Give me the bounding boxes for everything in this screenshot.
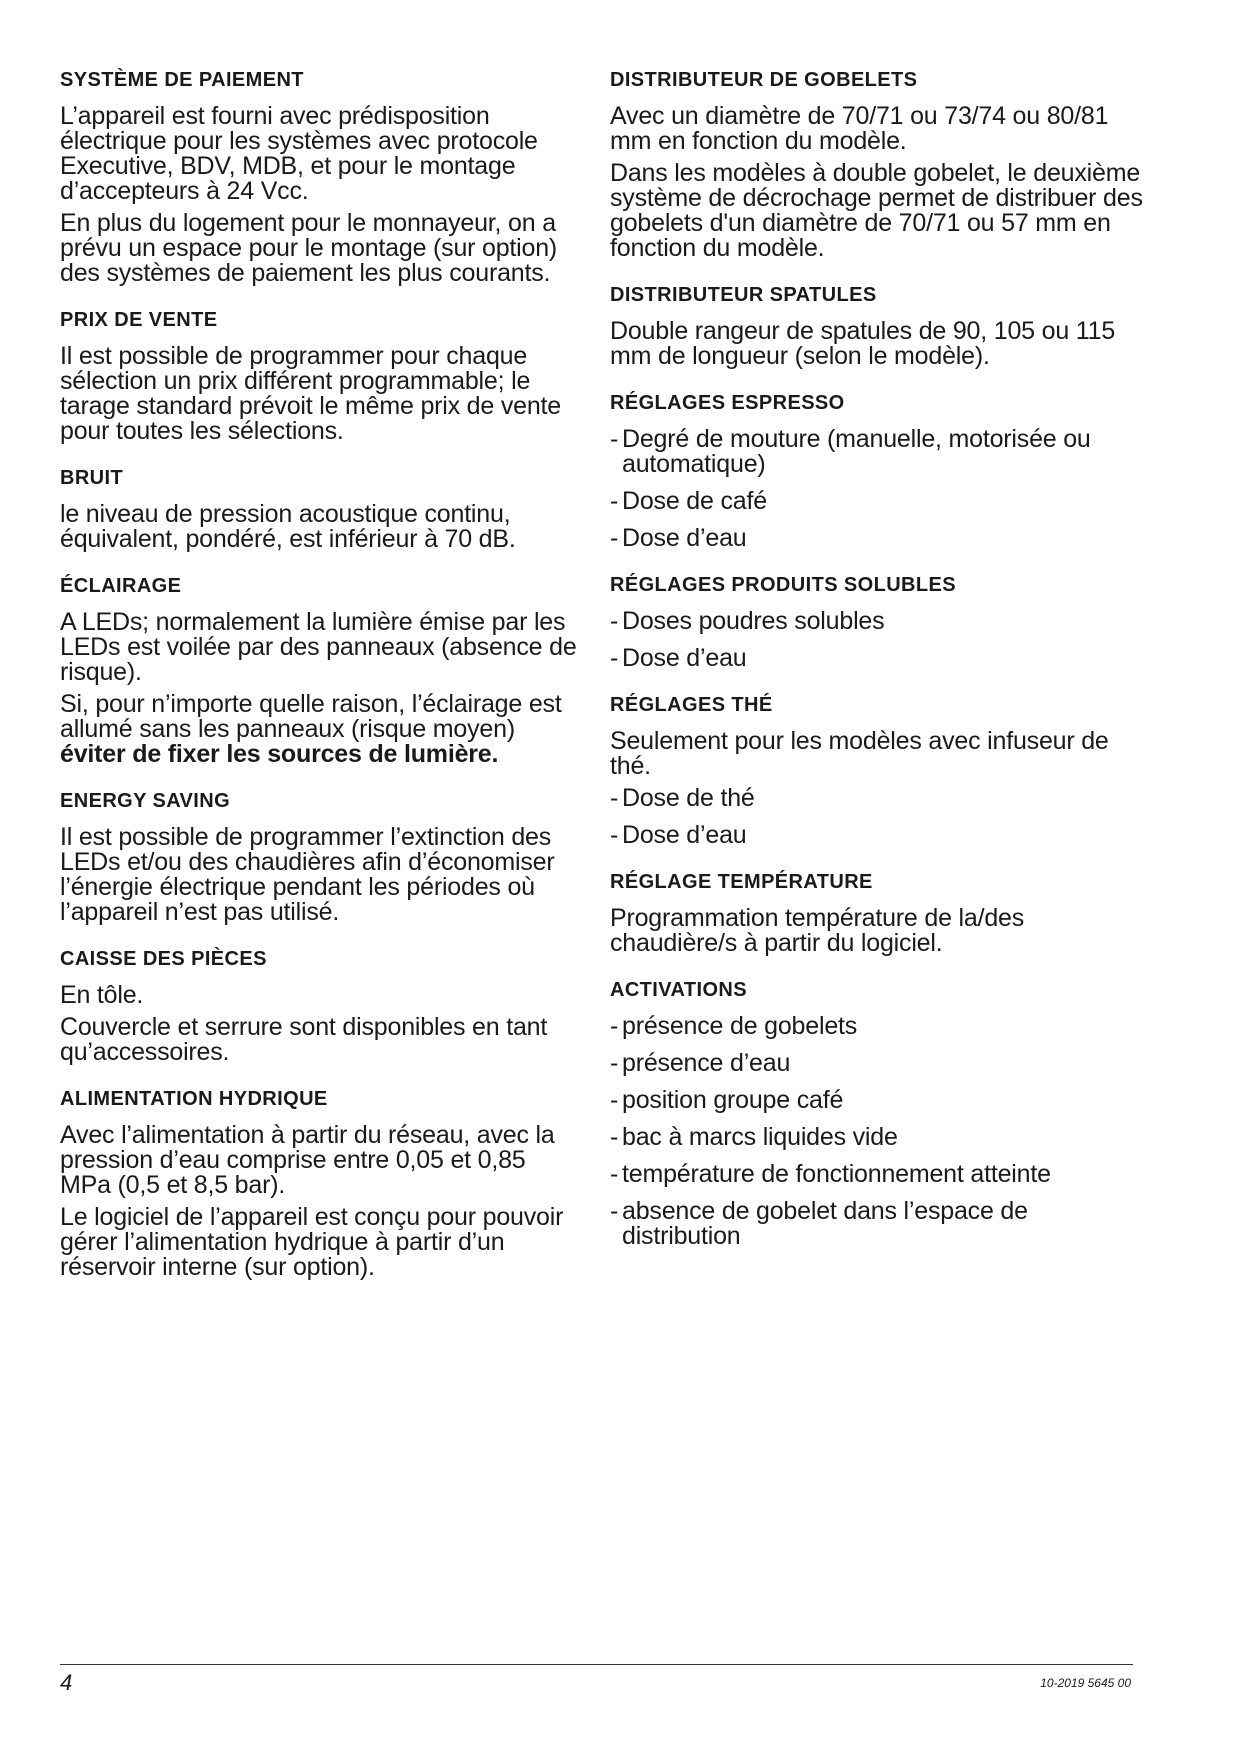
section-heading: SYSTÈME DE PAIEMENT (60, 69, 304, 91)
section-heading: RÉGLAGE TEMPÉRATURE (610, 871, 873, 893)
dash-list (610, 609, 1150, 671)
section-cup-dispenser (610, 68, 1150, 261)
page-number: 4 (60, 1670, 73, 1695)
document-code: 10-2019 5645 00 (1040, 1676, 1131, 1690)
right-column (610, 68, 1150, 1271)
footer-divider (60, 1664, 1133, 1665)
dash-list (610, 1014, 1150, 1249)
paragraph: Programmation température de la/des chaudière/s à partir du logiciel. (610, 904, 1025, 957)
section-heading: RÉGLAGES PRODUITS SOLUBLES (610, 574, 956, 596)
list-item: - Dose de café (610, 487, 767, 515)
section-espresso-settings (610, 391, 1150, 551)
section-tea-settings (610, 693, 1150, 848)
list-item: - présence d’eau (610, 1049, 791, 1077)
dash-list (610, 427, 1150, 551)
section-sale-price (60, 308, 580, 444)
section-noise (60, 466, 580, 552)
left-column (60, 68, 580, 1302)
section-heading: ACTIVATIONS (610, 979, 747, 1001)
section-heading: DISTRIBUTEUR SPATULES (610, 284, 877, 306)
paragraph: Dans les modèles à double gobelet, le deuxième système de décrochage permet de distribuer des gobelets d'un diamètre de 70/71 ou 57 mm en fonction du modèle. (610, 159, 1143, 262)
warning-text: Si, pour n’importe quelle raison, l’éclairage est allumé sans les panneaux (risque moyen) (60, 690, 562, 743)
paragraph: Le logiciel de l’appareil est conçu pour pouvoir gérer l’alimentation hydrique à partir d’un réservoir interne (sur option). (60, 1203, 564, 1281)
paragraph: L’appareil est fourni avec prédisposition électrique pour les systèmes avec protocole Executive, BDV, MDB, et pour le montage d’accepteurs à 24 Vcc. (60, 102, 538, 205)
paragraph: Double rangeur de spatules de 90, 105 ou 115 mm de longueur (selon le modèle). (610, 317, 1116, 370)
paragraph: Seulement pour les modèles avec infuseur de thé. (610, 727, 1109, 780)
section-lighting (60, 574, 580, 767)
section-activations (610, 978, 1150, 1249)
warning-bold-text: éviter de fixer les sources de lumière. (60, 740, 499, 768)
paragraph: Avec un diamètre de 70/71 ou 73/74 ou 80/81 mm en fonction du modèle. (610, 102, 1109, 155)
section-heading: ENERGY SAVING (60, 790, 231, 812)
section-temperature-setting (610, 870, 1150, 956)
section-heading: RÉGLAGES ESPRESSO (610, 392, 845, 414)
section-heading: ALIMENTATION HYDRIQUE (60, 1088, 328, 1110)
paragraph: Couvercle et serrure sont disponibles en tant qu’accessoires. (60, 1013, 548, 1066)
paragraph: A LEDs; normalement la lumière émise par les LEDs est voilée par des panneaux (absence de risque). (60, 608, 577, 686)
list-item: - Dose d’eau (610, 821, 747, 849)
section-heading: CAISSE DES PIÈCES (60, 948, 267, 970)
list-item: - présence de gobelets (610, 1012, 858, 1040)
list-item: - Dose d’eau (610, 524, 747, 552)
section-heading: ÉCLAIRAGE (60, 575, 182, 597)
section-stirrer-dispenser (610, 283, 1150, 369)
list-item: - Degré de mouture (manuelle, motorisée ou automatique) (610, 425, 1091, 478)
paragraph: Il est possible de programmer l’extinction des LEDs et/ou des chaudières afin d’économiser l’énergie électrique pendant les périodes où l’appareil n’est pas utilisé. (60, 823, 555, 926)
list-item: - bac à marcs liquides vide (610, 1123, 898, 1151)
paragraph: le niveau de pression acoustique continu, équivalent, pondéré, est inférieur à 70 dB. (60, 500, 516, 553)
list-item: - Dose d’eau (610, 644, 747, 672)
paragraph: En plus du logement pour le monnayeur, on a prévu un espace pour le montage (sur option) des systèmes de paiement les plus courants. (60, 209, 558, 287)
section-coin-box (60, 947, 580, 1065)
list-item: - position groupe café (610, 1086, 844, 1114)
section-heading: RÉGLAGES THÉ (610, 694, 773, 716)
section-soluble-settings (610, 573, 1150, 671)
section-heading: BRUIT (60, 467, 124, 489)
paragraph: En tôle. (60, 981, 144, 1009)
paragraph: Il est possible de programmer pour chaque sélection un prix différent programmable; le tarage standard prévoit le même prix de vente pour toutes les sélections. (60, 342, 561, 445)
list-item: - Dose de thé (610, 784, 755, 812)
list-item: - absence de gobelet dans l’espace de distribution (610, 1197, 1028, 1250)
section-heading: DISTRIBUTEUR DE GOBELETS (610, 69, 918, 91)
section-payment-system (60, 68, 580, 286)
paragraph-warning (60, 692, 580, 767)
paragraph: Avec l’alimentation à partir du réseau, avec la pression d’eau comprise entre 0,05 et 0,85 MPa (0,5 et 8,5 bar). (60, 1121, 555, 1199)
section-heading: PRIX DE VENTE (60, 309, 218, 331)
section-energy-saving (60, 789, 580, 925)
list-item: - Doses poudres solubles (610, 607, 885, 635)
section-water-supply (60, 1087, 580, 1280)
dash-list (610, 786, 1150, 848)
list-item: - température de fonctionnement atteinte (610, 1160, 1051, 1188)
